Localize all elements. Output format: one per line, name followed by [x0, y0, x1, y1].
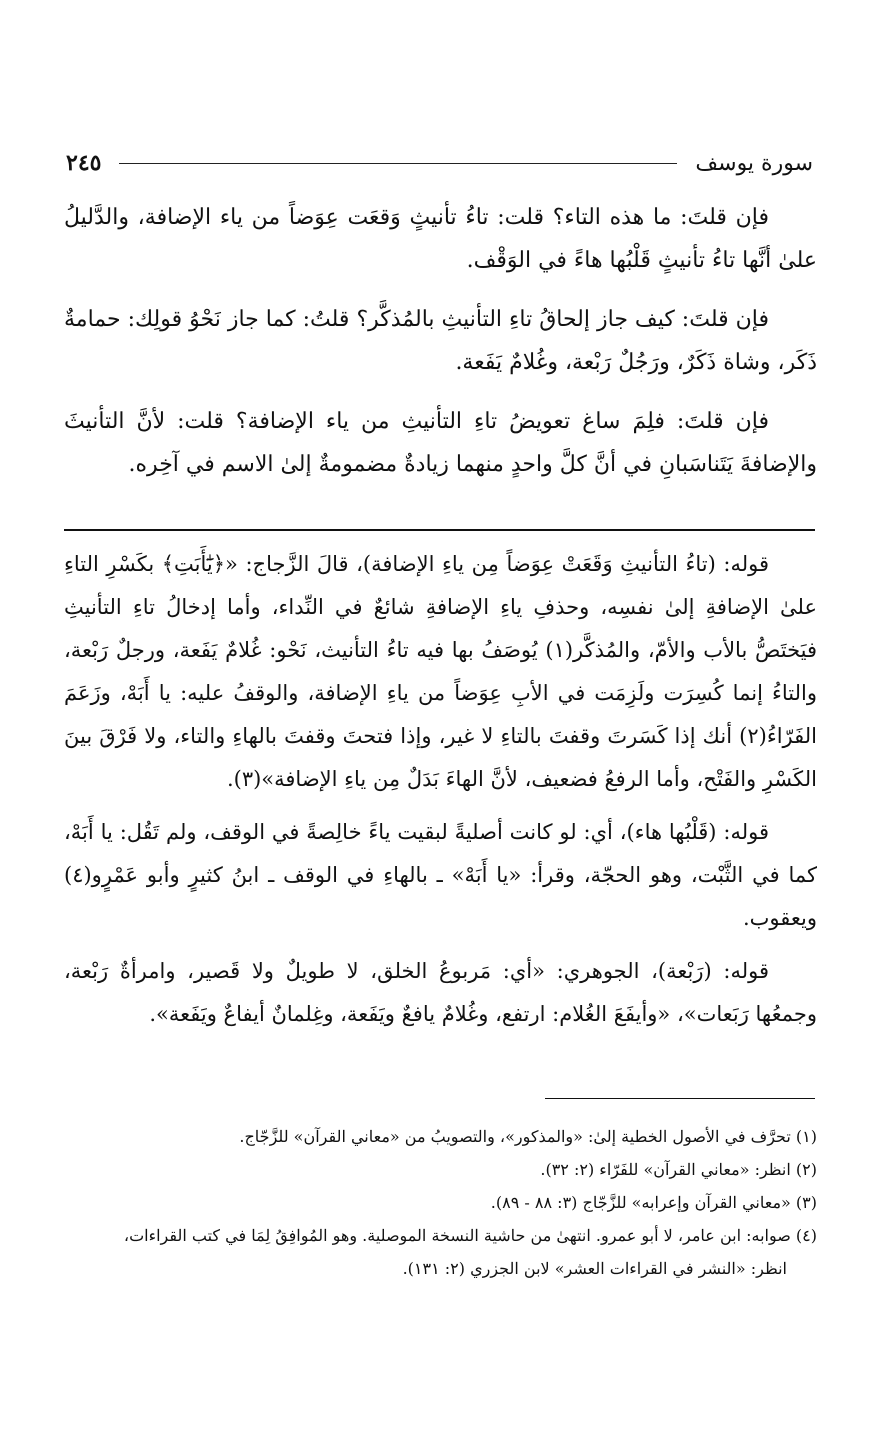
running-header	[66, 148, 813, 178]
footnote: (١) تحرَّف في الأصول الخطية إلىٰ: «والمذكور»، والتصويبُ من «معاني القرآن» للزَّجّاج.	[239, 1127, 817, 1146]
main-paragraph: فإن قلتَ: كيف جاز إلحاقُ تاءِ التأنيثِ بالمُذكَّر؟ قلتُ: كما جاز نَحْوُ قولِك: حمامةٌ ذَكَر، وشاة ذَكَرٌ، ورَجُلٌ رَبْعة، وغُلامٌ يَفَعة.	[64, 307, 817, 375]
commentary	[64, 543, 817, 1046]
page-number: ٢٤٥	[66, 150, 102, 176]
main-text	[64, 196, 817, 502]
footnote: (٢) انظر: «معاني القرآن» للفَرّاء (٢: ٣٢).	[540, 1160, 817, 1179]
text-commentary-divider	[64, 529, 815, 531]
surah-title: سورة يوسف	[695, 150, 813, 176]
header-rule	[119, 163, 677, 164]
footnote: (٤) صوابه: ابن عامر، لا أبو عمرو. انتهىٰ من حاشية النسخة الموصلية. وهو المُوافِقُ لِمَا في كتب القراءات،	[123, 1226, 817, 1245]
commentary-paragraph: قوله: (تاءُ التأنيثِ وَقَعَتْ عِوَضاً مِن ياءِ الإضافة)، قالَ الزَّجاج: «﴿يَٰٓأَبَتِ﴾ بكَسْرِ التاءِ علىٰ الإضافةِ إلىٰ نفسِه، وحذفِ ياءِ الإضافةِ شائعٌ في النِّداء، وأما إدخالُ تاءِ التأنيثِ فيَختَصُّ بالأب والأمّ، والمُذكَّر(١) يُوصَفُ بها فيه تاءُ التأنيث، نَحْو: غُلامٌ يَفَعة، ورجلٌ رَبْعة، والتاءُ إنما كُسِرَت ولَزِمَت في الأبِ عِوَضاً من ياءِ الإضافة، والوقفُ عليه: يا أَبَهْ، وزَعَمَ الفَرّاءُ(٢) أنك إذا كَسَرتَ وقفتَ بالتاءِ لا غير، وإذا فتحتَ وقفتَ بالهاءِ والتاء، ولا فَرْقَ بينَ الكَسْرِ والفَتْح، وأما الرفعُ فضعيف، لأنَّ الهاءَ بَدَلٌ مِن ياءِ الإضافة»(٣).	[64, 552, 817, 791]
main-paragraph: فإن قلتَ: ما هذه التاء؟ قلت: تاءُ تأنيثٍ وَقعَت عِوَضاً من ياء الإضافة، والدَّليلُ علىٰ أنَّها تاءُ تأنيثٍ قَلْبُها هاءً في الوَقْف.	[64, 205, 817, 273]
main-paragraph: فإن قلتَ: فلِمَ ساغ تعويضُ تاءِ التأنيثِ من ياء الإضافة؟ قلت: لأنَّ التأنيثَ والإضافةَ يَتَناسَبانِ في أنَّ كلَّ واحدٍ منهما زيادةٌ مضمومةٌ إلىٰ الاسم في آخِره.	[64, 409, 817, 477]
footnotes	[64, 1120, 817, 1285]
footnote-divider	[545, 1098, 815, 1099]
commentary-paragraph: قوله: (قَلْبُها هاء)، أي: لو كانت أصليةً لبقيت ياءً خالِصةً في الوقف، ولم تَقُل: يا أَبَهْ، كما في الثَّبْت، وهو الحجّة، وقرأ: «يا أَبَهْ» ـ بالهاءِ في الوقف ـ ابنُ كثيرٍ وأبو عَمْرٍو(٤) ويعقوب.	[64, 820, 817, 930]
footnote-continuation: انظر: «النشر في القراءات العشر» لابن الجزري (٢: ١٣١).	[402, 1259, 787, 1278]
footnote: (٣) «معاني القرآن وإعرابه» للزَّجّاج (٣: ٨٨ - ٨٩).	[490, 1193, 817, 1212]
commentary-paragraph: قوله: (رَبْعة)، الجوهري: «أي: مَربوعُ الخلق، لا طويلٌ ولا قَصير، وامرأةٌ رَبْعة، وجمعُها رَبَعات»، «وأيفَعَ الغُلام: ارتفع، وغُلامٌ يافعٌ ويَفَعة، وغِلمانٌ أيفاعٌ ويَفَعة».	[64, 959, 817, 1026]
